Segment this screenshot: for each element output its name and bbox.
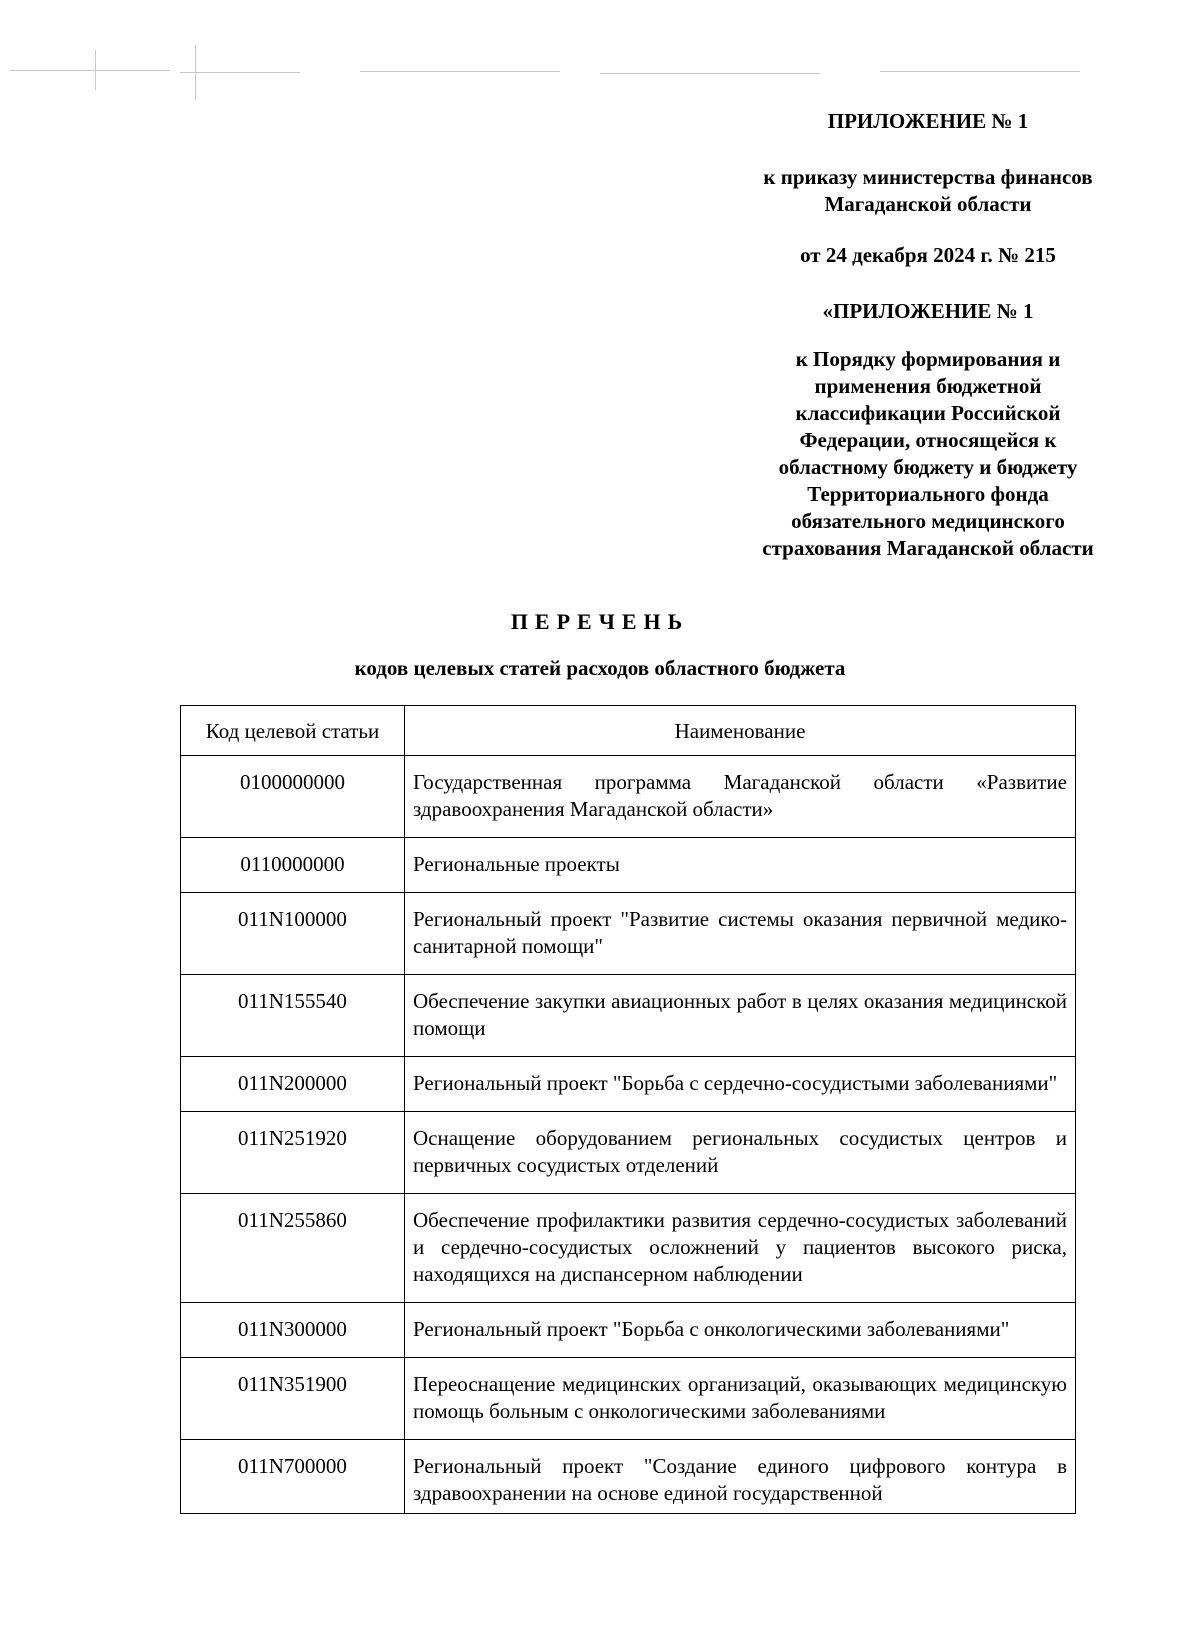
table-row	[181, 838, 1076, 893]
row-code: 0100000000	[181, 756, 405, 838]
table-row	[181, 1057, 1076, 1112]
row-name: Обеспечение закупки авиационных работ в целях оказания медицинской помощи	[405, 975, 1076, 1057]
row-code: 011N300000	[181, 1303, 405, 1358]
row-name: Региональный проект "Борьба с сердечно-сосудистыми заболеваниями"	[405, 1057, 1076, 1112]
table-row	[181, 1303, 1076, 1358]
order-ref-line: Магаданской области	[824, 192, 1032, 216]
procedure-line: страхования Магаданской области	[762, 536, 1094, 560]
quoted-appendix-heading	[738, 298, 1118, 325]
document-subtitle: кодов целевых статей расходов областного бюджета	[354, 656, 846, 680]
procedure-reference	[738, 346, 1118, 562]
row-name: Региональный проект "Борьба с онкологическими заболеваниями"	[405, 1303, 1076, 1358]
column-header-code: Код целевой статьи	[181, 706, 405, 756]
table-row	[181, 1358, 1076, 1440]
row-name: Государственная программа Магаданской области «Развитие здравоохранения Магаданской области»	[405, 756, 1076, 838]
row-name: Обеспечение профилактики развития сердечно-сосудистых заболеваний и сердечно-сосудистых осложнений у пациентов высокого риска, находящихся на диспансерном наблюдении	[405, 1194, 1076, 1303]
procedure-line: областному бюджету и бюджету	[778, 455, 1078, 479]
row-code: 011N251920	[181, 1112, 405, 1194]
document-title: ПЕРЕЧЕНЬ	[510, 609, 690, 634]
order-ref-line: к приказу министерства финансов	[763, 165, 1093, 189]
order-reference	[738, 164, 1118, 218]
row-name: Оснащение оборудованием региональных сосудистых центров и первичных сосудистых отделений	[405, 1112, 1076, 1194]
procedure-line: Федерации, относящейся к	[799, 428, 1057, 452]
codes-table	[180, 705, 1076, 1514]
table-row	[181, 756, 1076, 838]
table-row	[181, 975, 1076, 1057]
table-row	[181, 1440, 1076, 1514]
row-code: 011N100000	[181, 893, 405, 975]
procedure-line: классификации Российской	[795, 401, 1061, 425]
procedure-line: к Порядку формирования и	[795, 347, 1061, 371]
table-row	[181, 893, 1076, 975]
row-code: 011N700000	[181, 1440, 405, 1514]
row-code: 011N255860	[181, 1194, 405, 1303]
appendix-title: ПРИЛОЖЕНИЕ № 1	[827, 109, 1029, 133]
table-header-row	[181, 706, 1076, 756]
table-row	[181, 1194, 1076, 1303]
procedure-line: обязательного медицинского	[791, 509, 1065, 533]
row-name: Региональный проект "Развитие системы оказания первичной медико-санитарной помощи"	[405, 893, 1076, 975]
row-code: 011N200000	[181, 1057, 405, 1112]
table-row	[181, 1112, 1076, 1194]
row-code: 011N155540	[181, 975, 405, 1057]
row-name: Региональный проект "Создание единого цифрового контура в здравоохранении на основе единой государственной	[405, 1440, 1076, 1514]
order-date: от 24 декабря 2024 г. № 215	[800, 243, 1056, 267]
row-name: Переоснащение медицинских организаций, оказывающих медицинскую помощь больным с онкологическими заболеваниями	[405, 1358, 1076, 1440]
order-date-block	[738, 242, 1118, 269]
row-name: Региональные проекты	[405, 838, 1076, 893]
row-code: 0110000000	[181, 838, 405, 893]
row-code: 011N351900	[181, 1358, 405, 1440]
appendix-title-quoted: «ПРИЛОЖЕНИЕ № 1	[822, 299, 1034, 323]
appendix-heading	[738, 108, 1118, 135]
column-header-name: Наименование	[405, 706, 1076, 756]
procedure-line: применения бюджетной	[814, 374, 1042, 398]
procedure-line: Территориального фонда	[807, 482, 1049, 506]
